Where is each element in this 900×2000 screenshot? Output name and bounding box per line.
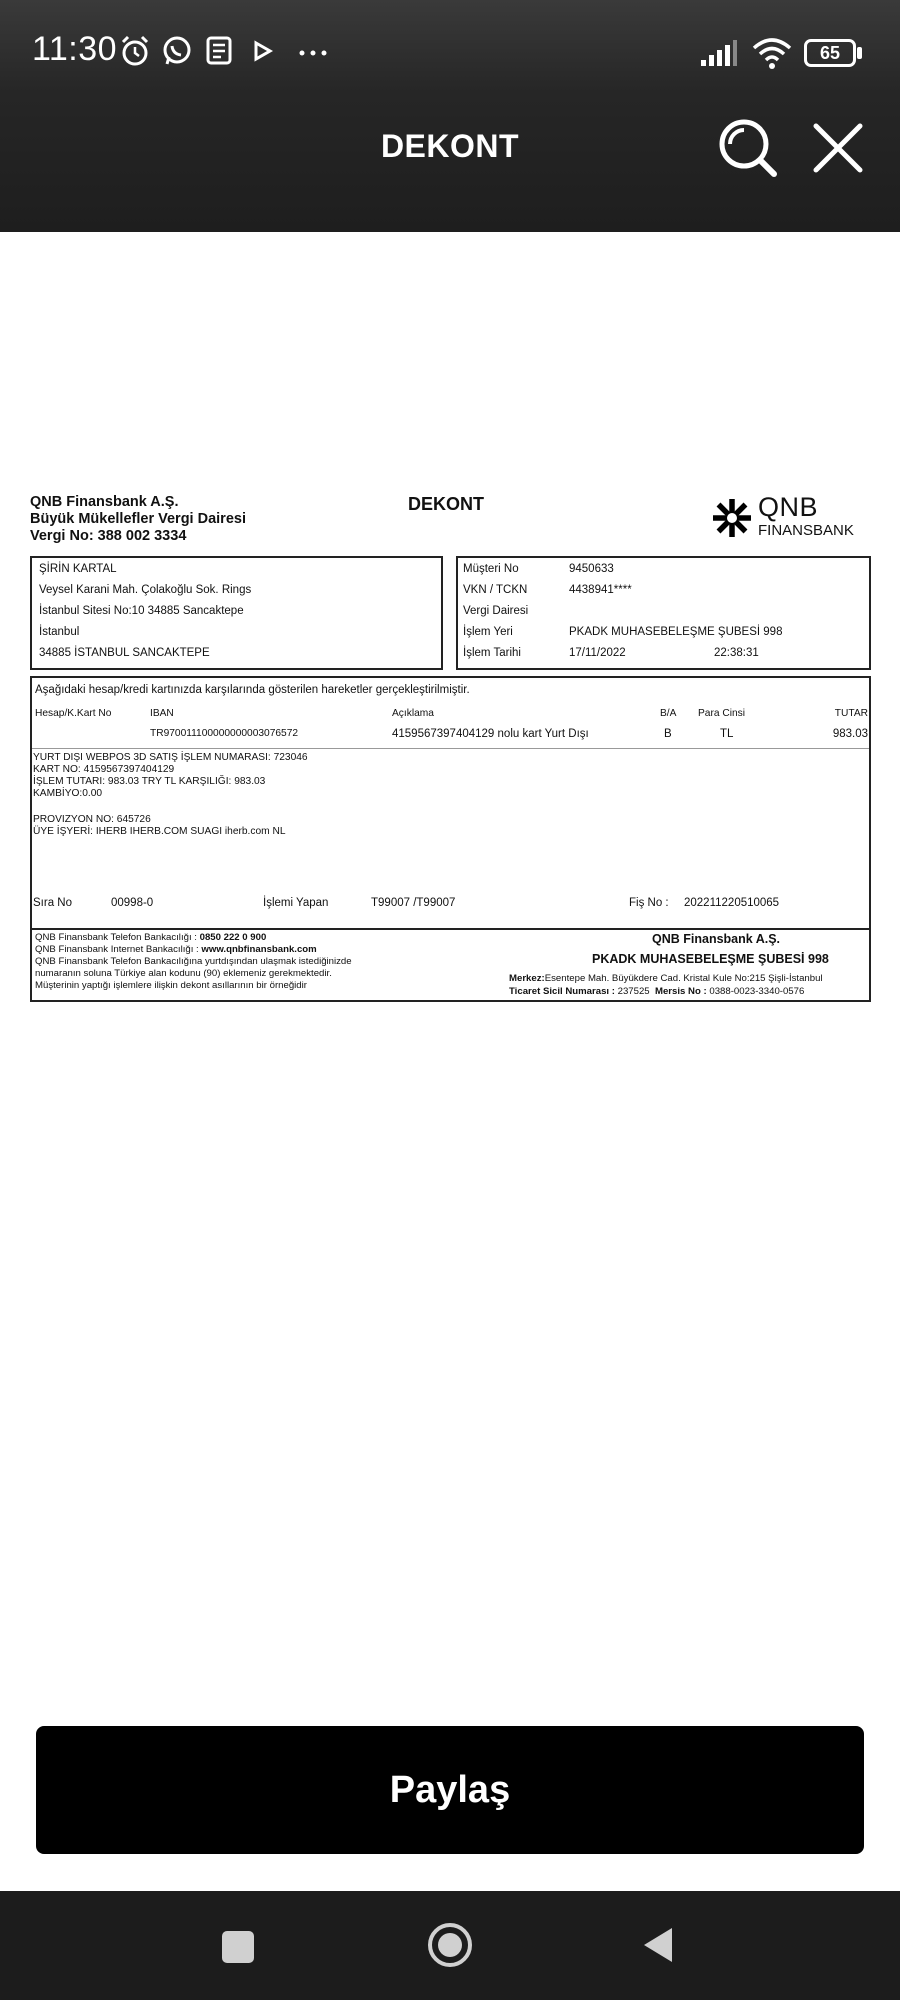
detail-line: KART NO: 4159567397404129 [33,764,175,775]
slip-label: Fiş No : [629,897,669,909]
col-header-description: Açıklama [392,708,434,719]
phone-banking-label: QNB Finansbank Telefon Bankacılığı : [35,932,200,943]
hq-label: Merkez: [509,973,545,984]
time-value: 22:38:31 [714,647,759,659]
customer-box [30,556,443,670]
transaction-info-box [456,556,871,670]
share-button[interactable] [36,1726,864,1854]
seq-label: Sıra No [33,897,72,909]
more-dots-icon [296,34,330,68]
hq-address: Esentepe Mah. Büyükdere Cad. Kristal Kule No:215 Şişli-İstanbul [544,973,823,984]
status-time: 11:30 [32,30,118,68]
website: www.qnbfinansbank.com [201,944,317,955]
registry-line [509,986,804,997]
date-value: 17/11/2022 [569,647,626,659]
page-title: DEKONT [380,128,520,164]
footer-note: Müşterinin yaptığı işlemlere ilişkin dekont asıllarının bir örneğidir [35,980,307,991]
customer-name: ŞİRİN KARTAL [39,563,117,575]
logo-qnb: QNB [758,492,819,522]
registry-number: 237525 [617,986,650,997]
customer-postal: 34885 İSTANBUL SANCAKTEPE [39,647,210,659]
share-button-label: Paylaş [389,1768,511,1811]
header-bar [0,0,900,232]
customer-address-1: Veysel Karani Mah. Çolakoğlu Sok. Rings [39,584,252,596]
logo-finansbank: FINANSBANK [758,522,854,539]
vkn-label: VKN / TCKN [463,584,528,596]
receipt-footer-box [30,928,871,1002]
battery-level: 65 [819,43,841,63]
close-icon [816,126,860,170]
detail-line: PROVIZYON NO: 645726 [33,814,151,825]
transaction-box [30,676,871,930]
date-label: İşlem Tarihi [463,647,521,659]
customer-no-label: Müşteri No [463,563,519,575]
detail-line: KAMBİYO:0.00 [33,788,103,799]
receipt-document [28,492,873,1002]
row-currency: TL [720,728,734,740]
customer-address-2: İstanbul Sitesi No:10 34885 Sancaktepe [39,605,244,617]
search-button[interactable] [716,116,780,180]
receipt-title: DEKONT [408,494,484,514]
hq-address-line [509,973,823,984]
table-row [32,726,869,749]
footer-note: numaranın soluna Türkiye alan kodunu (90) eklemeniz gerekmektedir. [35,968,332,979]
signal-icon [700,38,738,68]
qnb-logo-icon [710,496,754,540]
battery-icon [804,39,856,67]
row-description: 4159567397404129 nolu kart Yurt Dışı [392,728,589,740]
detail-line: ÜYE İŞYERİ: IHERB IHERB.COM SUAGI iherb.com NL [33,826,286,837]
col-header-currency: Para Cinsi [698,708,745,719]
play-icon [246,34,280,68]
search-icon [722,122,774,174]
home-circle-icon[interactable] [426,1921,474,1969]
seq-value: 00998-0 [111,897,154,909]
internet-banking-line [35,944,317,955]
place-value: PKADK MUHASEBELEŞME ŞUBESİ 998 [569,626,783,638]
performed-by-value: T99007 /T99007 [371,897,456,909]
slip-value: 202211220510065 [684,897,780,909]
row-ba: B [664,728,672,740]
tax-number: Vergi No: 388 002 3334 [30,528,187,544]
news-icon [202,34,236,68]
footer-note: QNB Finansbank Telefon Bankacılığına yurtdışından ulaşmak istediğinizde [35,956,352,967]
back-triangle-icon[interactable] [640,1925,676,1965]
phone-banking-line [35,932,266,943]
mersis-number: 0388-0023-3340-0576 [709,986,805,997]
col-header-account: Hesap/K.Kart No [35,708,112,719]
footer-branch: PKADK MUHASEBELEŞME ŞUBESİ 998 [592,952,829,966]
battery-tip [857,47,862,59]
detail-line: YURT DIŞI WEBPOS 3D SATIŞ İŞLEM NUMARASI: 723046 [33,752,308,763]
performed-by-label: İşlemi Yapan [263,897,329,909]
col-header-iban: IBAN [150,708,174,719]
customer-city: İstanbul [39,626,80,638]
internet-banking-label: QNB Finansbank Internet Bankacılığı : [35,944,202,955]
customer-no-value: 9450633 [569,563,614,575]
vkn-value: 4438941**** [569,584,632,596]
registry-label: Ticaret Sicil Numarası : [509,986,618,997]
col-header-amount: TUTAR [834,708,868,719]
recents-square-icon[interactable] [220,1929,256,1965]
intro-text: Aşağıdaki hesap/kredi kartınızda karşılarında gösterilen hareketler gerçekleştirilmiştir. [35,684,470,696]
close-button[interactable] [806,116,870,180]
tax-office: Büyük Mükellefler Vergi Dairesi [30,511,246,527]
mersis-label: Mersis No : [654,986,710,997]
row-amount: 983.03 [832,728,868,740]
detail-line: İŞLEM TUTARI: 983.03 TRY TL KARŞILIĞI: 983.03 [33,776,266,787]
phone-number: 0850 222 0 900 [199,932,267,943]
place-label: İşlem Yeri [463,626,513,638]
qnb-finansbank-logo [710,492,870,542]
bank-name: QNB Finansbank A.Ş. [30,494,179,510]
wifi-icon [752,36,792,70]
tax-office-label: Vergi Dairesi [463,605,529,617]
col-header-ba: B/A [660,708,677,719]
footer-bank-name: QNB Finansbank A.Ş. [652,932,781,946]
whatsapp-icon [160,34,194,68]
row-iban: TR970011100000000003076572 [150,728,299,739]
system-nav-bar [0,1891,900,2000]
alarm-icon [118,34,152,68]
